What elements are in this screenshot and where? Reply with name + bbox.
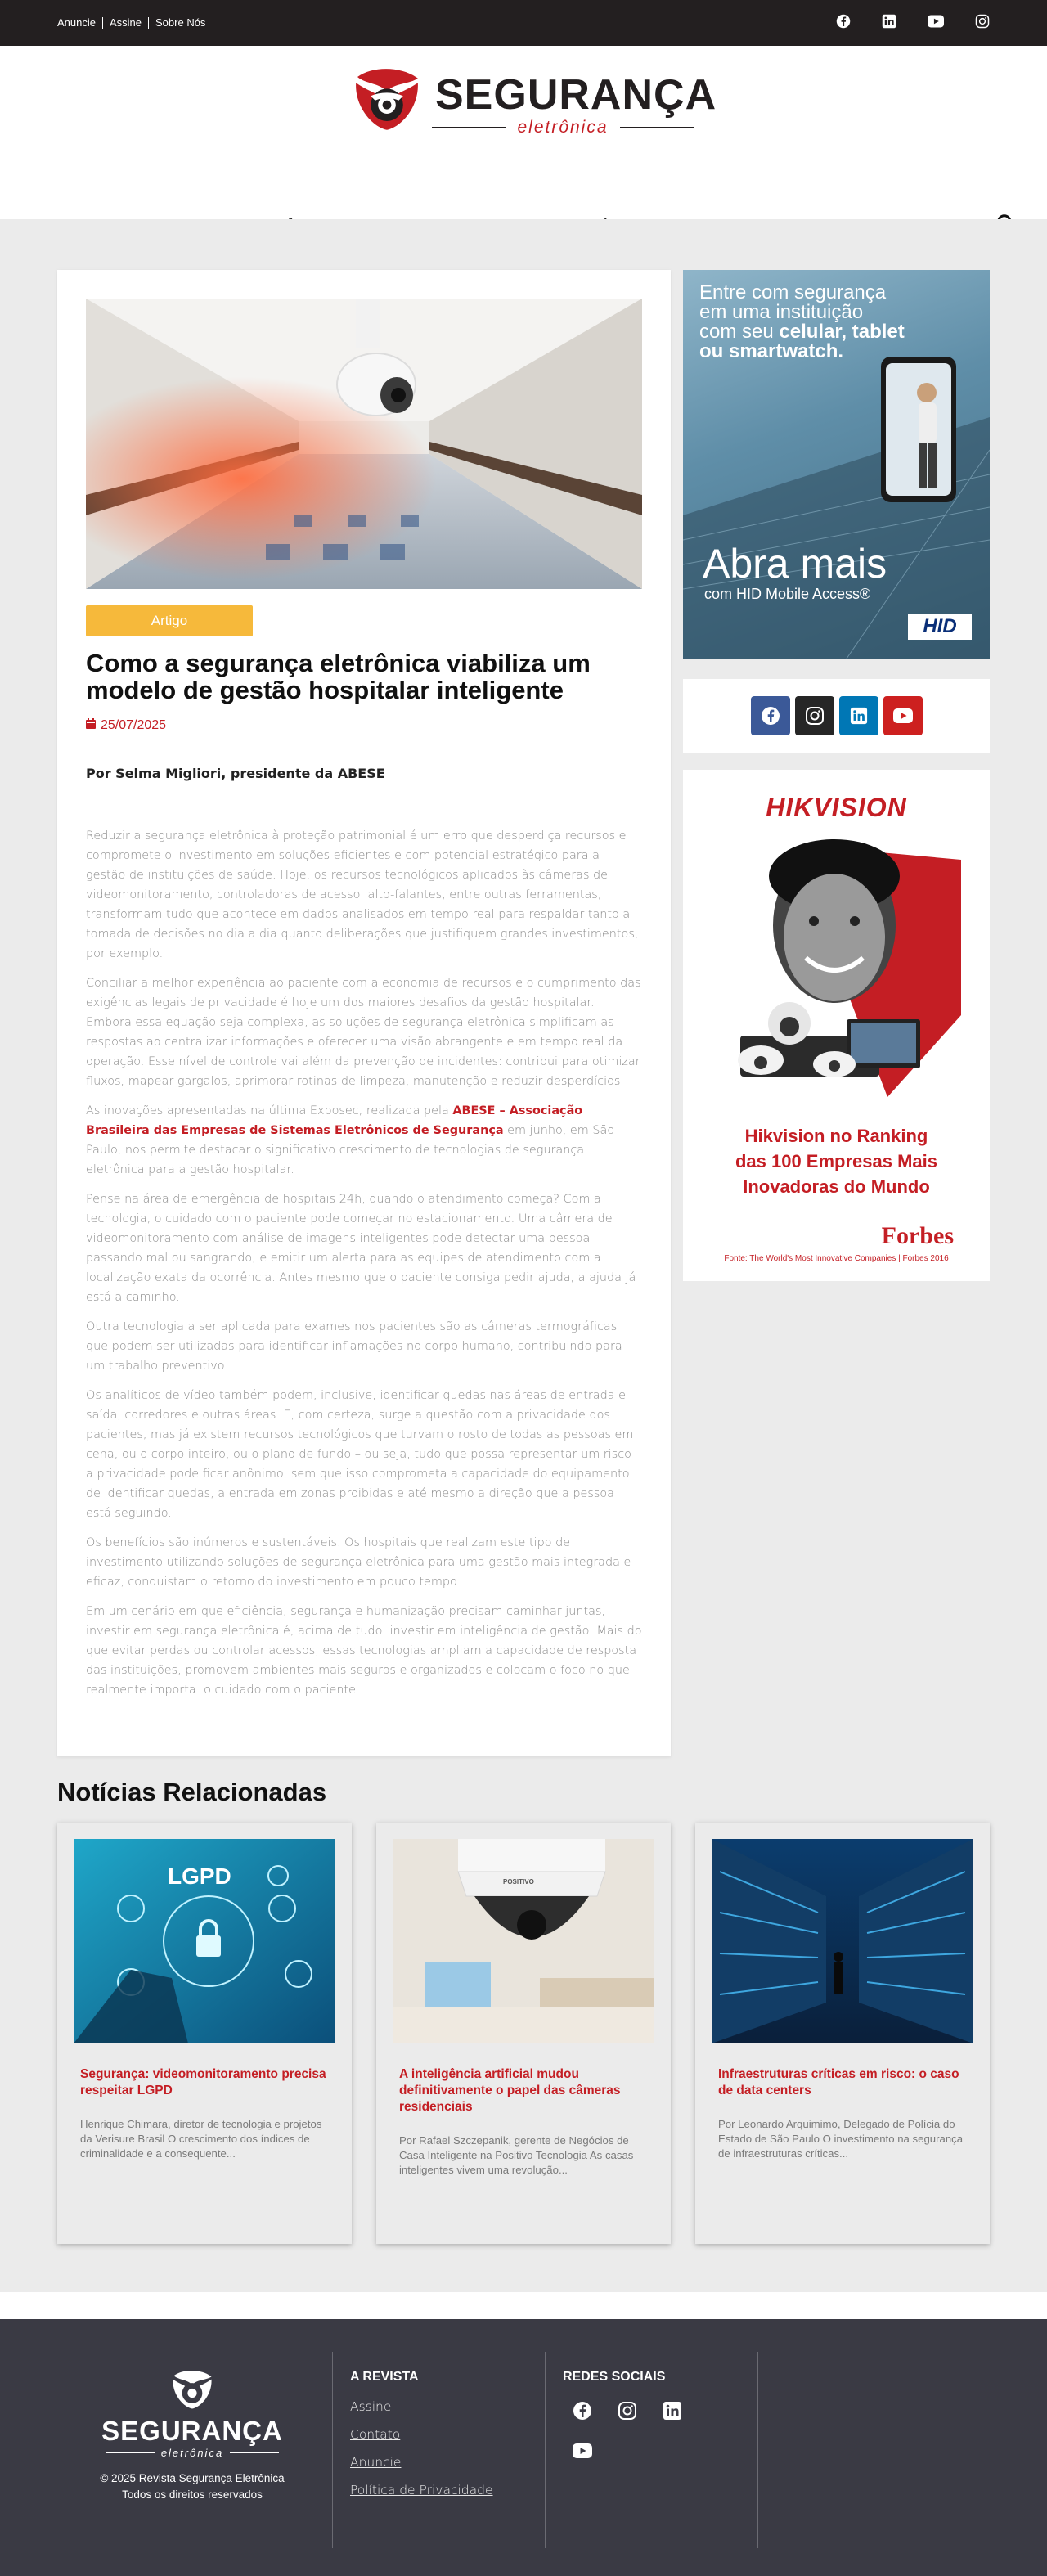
related-card-image <box>712 1839 973 2043</box>
article-paragraph: Outra tecnologia a ser aplicada para exames nos pacientes são as câmeras termográficas que podem ser utilizadas para identificar inflamações no corpo humano, contribuindo para um trabalho preventivo. <box>86 1320 622 1373</box>
hid-logo: HID <box>908 614 972 640</box>
instagram-icon[interactable] <box>618 2401 637 2425</box>
footer-logo[interactable] <box>82 2367 303 2503</box>
article-author: Por Selma Migliori, presidente da ABESE <box>86 766 385 781</box>
footer-link-privacidade[interactable]: Política de Privacidade <box>350 2483 493 2497</box>
article-date-text: 25/07/2025 <box>101 718 167 732</box>
hid-ad-sub: com HID Mobile Access® <box>704 586 871 602</box>
article-paragraph: Conciliar a melhor experiência ao paciente com a economia de recursos e o cumprimento das exigências legais de privacidade é hoje um dos maiores desafios da gestão hospitalar. Embora essa equação seja complexa, as soluções de segurança eletrônica simplificam as respostas ao centralizar informações e oferecer uma visão abrangente e em tempo real da operação. Esse nível de controle vai além da prevenção de incidentes: contribui para otimizar fluxos, mapear gargalos, aprimorar rotinas de limpeza, manutenção e reduzir desperdícios. <box>86 977 641 1088</box>
top-link-sobre[interactable]: Sobre Nós <box>148 17 212 29</box>
footer-social-title: REDES SOCIAIS <box>563 2370 666 2384</box>
related-card[interactable] <box>376 1823 671 2244</box>
related-section-title: Notícias Relacionadas <box>57 1778 327 1806</box>
top-social <box>836 14 990 33</box>
hikvision-headline-line: das 100 Empresas Mais <box>735 1151 938 1171</box>
hikvision-headline-line: Inovadoras do Mundo <box>743 1176 930 1197</box>
hikvision-ad-headline <box>683 1123 990 1199</box>
youtube-icon[interactable] <box>883 696 923 735</box>
abese-link[interactable]: ABESE – Associação Brasileira das Empresas de Sistemas Eletrônicos de Segurança <box>86 1104 583 1137</box>
footer-divider <box>757 2352 758 2548</box>
related-card-title[interactable]: A inteligência artificial mudou definitivamente o papel das câmeras residenciais <box>399 2067 621 2114</box>
article-paragraph: Os analíticos de vídeo também podem, inclusive, identificar quedas nas áreas de entrada e saída, corredores e outras áreas. E, com certeza, surge a questão com a privacidade dos pacientes, mas já existem recursos tecnológicos que turvam o rosto de todas as pessoas em cena, ou o corpo inteiro, ou o plano de fundo – ou seja, tudo que possa representar um risco a privacidade pode ficar anônimo, sem que isso comprometa a capacidade do equipamento de identificar quedas, a entrada em zonas proibidas e até mesmo a direção que a pessoa está seguindo. <box>86 1389 634 1520</box>
hid-ad-line: Entre com segurança <box>699 281 887 303</box>
article-paragraph: Os benefícios são inúmeros e sustentáveis. Os hospitais que realizam este tipo de investimento utilizando soluções de segurança eletrônica para uma gestão mais integrada e eficaz, conquistam o retorno do investimento em pouco tempo. <box>86 1536 631 1589</box>
site-footer <box>0 2319 1047 2576</box>
instagram-icon[interactable] <box>975 14 990 33</box>
hid-ad-line <box>699 322 905 342</box>
copyright-line: Todos os direitos reservados <box>122 2488 263 2501</box>
article-paragraph: Pense na área de emergência de hospitais 24h, quando o atendimento começa? Com a tecnologia, o cuidado com o paciente pode começar no estacionamento. Uma câmera de videomonitoramento com análise de imagens inteligentes pode detectar uma pessoa passando mal ou sangrando, e emitir um alerta para as equipes de atendimento com a localização exata da ocorrência. Antes mesmo que o paciente consiga pedir ajuda, a ajuda já está a caminho. <box>86 1193 636 1304</box>
hid-ad-line-bold: celular, tablet <box>779 321 905 343</box>
article-paragraph: Reduzir a segurança eletrônica à proteção patrimonial é um erro que desperdiça recursos e compromete o investimento em soluções eficientes e com potencial estratégico para a gestão de instituições de saúde. Hoje, os recursos tecnológicos aplicados às câmeras de videomonitoramento, controladoras de acesso, alto-falantes, entre outras ferramentas, transformam tudo que acontece em dados analisados em tempo real para respaldar tanto a tomada de decisões no dia a dia quanto deliberações que justifiquem grandes investimentos, por exemplo. <box>86 829 639 960</box>
footer-logo-subtitle-text: eletrônica <box>160 2447 224 2459</box>
footer-logo-title: SEGURANÇA <box>101 2416 283 2446</box>
article-hero-image <box>86 299 642 589</box>
related-card-title[interactable]: Segurança: videomonitoramento precisa respeitar LGPD <box>80 2067 326 2097</box>
related-card-excerpt: Henrique Chimara, diretor de tecnologia e projetos da Verisure Brasil O crescimento dos índices de criminalidade e a consequente... <box>80 2118 322 2160</box>
youtube-icon[interactable] <box>928 15 944 32</box>
positivo-label: POSITIVO <box>503 1878 534 1886</box>
site-header <box>0 46 1047 219</box>
category-badge[interactable]: Artigo <box>86 605 253 636</box>
footer-divider <box>545 2352 546 2548</box>
logo-eye-icon <box>350 62 424 136</box>
article-body <box>86 826 642 1710</box>
facebook-icon[interactable] <box>836 14 851 33</box>
hid-ad-line-part: com seu <box>699 321 780 343</box>
article-date <box>86 718 166 733</box>
hid-ad-line: ou smartwatch. <box>699 340 844 362</box>
facebook-icon[interactable] <box>573 2401 592 2425</box>
top-link-assine[interactable]: Assine <box>102 17 148 29</box>
linkedin-icon[interactable] <box>663 2401 682 2425</box>
hikvision-headline-line: Hikvision no Ranking <box>744 1126 928 1146</box>
related-card-image <box>393 1839 654 2043</box>
article-paragraph: Em um cenário em que eficiência, segurança e humanização precisam caminhar juntas, investir em segurança eletrônica é, acima de tudo, investir em inteligência de gestão. Mais do que evitar perdas ou controlar acessos, essas tecnologias ampliam a capacidade de resposta das instituições, promovem ambientes mais seguros e organizados e colocam o foco no que realmente importa: o cuidado com o paciente. <box>86 1605 642 1697</box>
article-title: Como a segurança eletrônica viabiliza um modelo de gestão hospitalar inteligente <box>86 649 591 704</box>
top-link-anuncie[interactable]: Anuncie <box>57 16 96 29</box>
related-card-image <box>74 1839 335 2043</box>
forbes-logo: Forbes <box>881 1222 954 1249</box>
footer-logo-eye-icon <box>169 2367 215 2412</box>
hikvision-source: Fonte: The World's Most Innovative Companies | Forbes 2016 <box>724 1254 949 1263</box>
logo-subtitle <box>432 118 694 137</box>
related-card-excerpt: Por Leonardo Arquimimo, Delegado de Polícia do Estado de São Paulo O investimento na segurança de infraestruturas críticas... <box>718 2118 964 2160</box>
calendar-icon <box>86 718 96 733</box>
linkedin-icon[interactable] <box>882 14 896 33</box>
logo-subtitle-text: eletrônica <box>517 118 609 137</box>
related-card[interactable] <box>57 1823 352 2244</box>
article-card <box>57 270 671 1756</box>
hid-ad-text <box>699 283 905 362</box>
footer-logo-subtitle <box>82 2447 303 2459</box>
linkedin-icon[interactable] <box>839 696 878 735</box>
hid-ad-line: em uma instituição <box>699 301 864 323</box>
instagram-icon[interactable] <box>795 696 834 735</box>
article-text: em junho, em São Paulo, nos permite destacar o significativo crescimento de tecnologias de segurança eletrônica para a gestão hospitalar. <box>86 1124 615 1176</box>
hikvision-ad-banner[interactable] <box>683 770 990 1281</box>
footer-link-assine[interactable]: Assine <box>350 2399 392 2414</box>
footer-copyright <box>82 2470 303 2503</box>
site-logo[interactable] <box>350 62 717 144</box>
article-paragraph <box>86 1101 642 1180</box>
top-links <box>57 17 212 29</box>
facebook-icon[interactable] <box>751 696 790 735</box>
article-text: As inovações apresentadas na última Exposec, realizada pela <box>86 1104 453 1117</box>
related-card[interactable] <box>695 1823 990 2244</box>
copyright-line: © 2025 Revista Segurança Eletrônica <box>100 2472 285 2484</box>
footer-link-anuncie[interactable]: Anuncie <box>350 2455 402 2470</box>
hid-ad-headline: Abra mais <box>703 541 887 587</box>
related-card-excerpt: Por Rafael Szczepanik, gerente de Negócios de Casa Inteligente na Positivo Tecnologia As casas inteligentes vivem uma revolução... <box>399 2134 634 2176</box>
top-bar <box>0 0 1047 46</box>
related-card-title[interactable]: Infraestruturas críticas em risco: o caso de data centers <box>718 2067 959 2097</box>
main-content <box>0 219 1047 2292</box>
logo-title: SEGURANÇA <box>435 71 717 119</box>
footer-divider <box>332 2352 333 2548</box>
sidebar-social <box>683 679 990 753</box>
hid-ad-banner[interactable] <box>683 270 990 659</box>
footer-revista-title: A REVISTA <box>350 2370 419 2384</box>
lgpd-label: LGPD <box>168 1863 231 1889</box>
youtube-icon[interactable] <box>573 2443 592 2462</box>
hikvision-logo: HIKVISION <box>766 793 907 822</box>
footer-link-contato[interactable]: Contato <box>350 2427 401 2442</box>
